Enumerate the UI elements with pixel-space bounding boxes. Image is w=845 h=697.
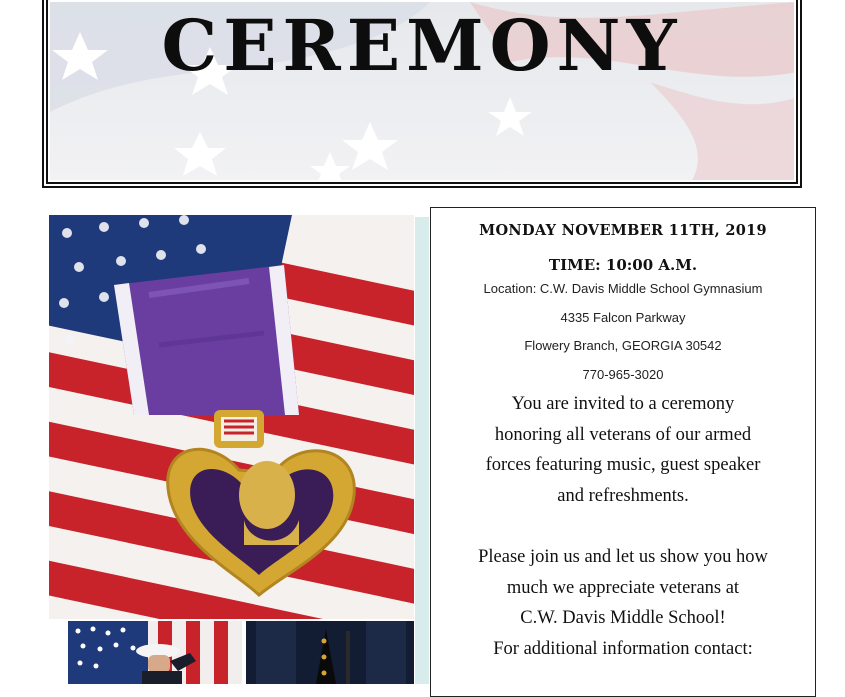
join-line-1: Please join us and let us show you how — [478, 547, 768, 567]
join-line-2: much we appreciate veterans at — [506, 577, 740, 598]
saluting-marine-photo — [68, 621, 242, 684]
invite-line-2: honoring all veterans of our armed — [494, 424, 752, 445]
accent-strip — [415, 217, 429, 684]
banner-title: CEREMONY — [161, 4, 683, 87]
event-street: 4335 Falcon Parkway — [560, 309, 686, 325]
contact-line: For additional information contact: — [493, 638, 753, 659]
event-location: Location: C.W. Davis Middle School Gymnasium — [483, 281, 763, 296]
event-date: MONDAY NOVEMBER 11TH, 2019 — [479, 222, 767, 239]
invite-line-3: forces featuring music, guest speaker — [485, 455, 761, 475]
event-city: Flowery Branch, GEORGIA 30542 — [524, 338, 722, 353]
header-banner — [42, 0, 802, 188]
invite-line-4: and refreshments. — [557, 485, 689, 506]
purple-heart-medal-photo — [49, 215, 414, 619]
event-phone: 770-965-3020 — [582, 366, 664, 382]
event-details-box — [430, 207, 816, 697]
invite-line-1: You are invited to a ceremony — [511, 394, 735, 414]
event-time: TIME: 10:00 A.M. — [548, 256, 698, 274]
marine-dress-uniform-photo — [246, 621, 414, 684]
join-line-3: C.W. Davis Middle School! — [520, 608, 726, 628]
